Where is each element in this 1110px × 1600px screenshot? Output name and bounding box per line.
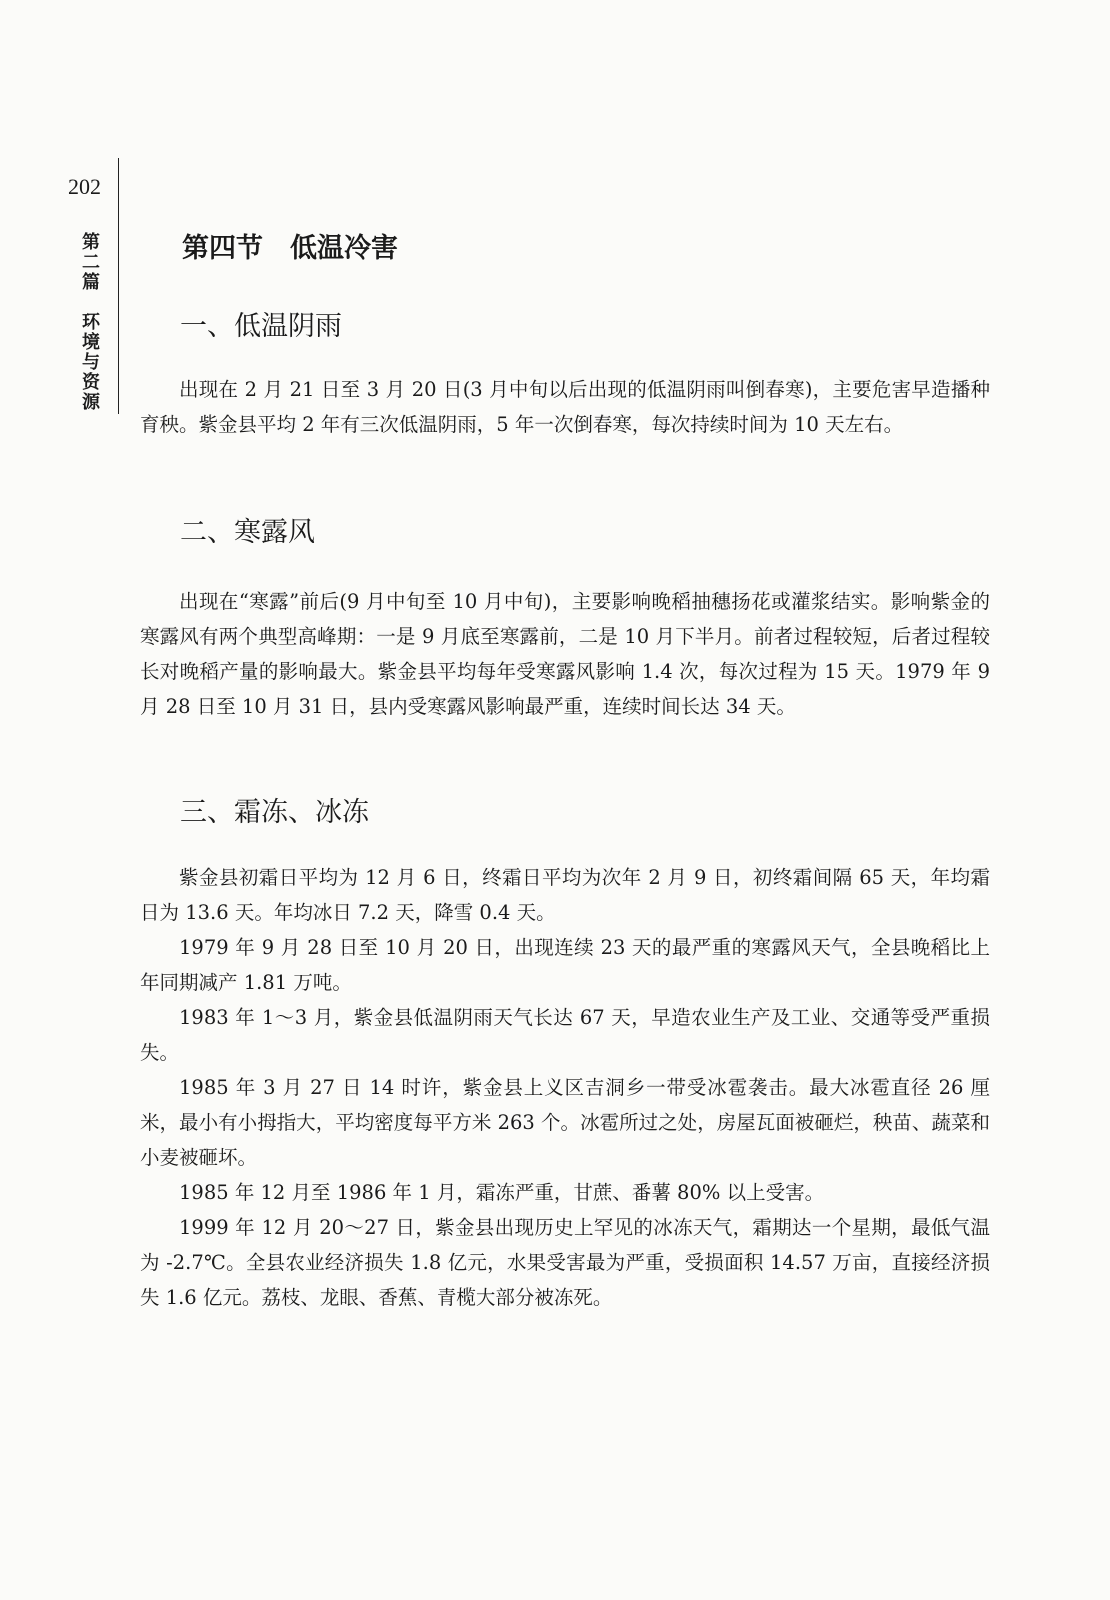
subsection-heading-frost-freeze: 三、霜冻、冰冻 — [180, 797, 369, 828]
paragraph: 1985 年 3 月 27 日 14 时许，紫金县上义区吉洞乡一带受冰雹袭击。最大冰雹直径 26 厘米，最小有小拇指大，平均密度每平方米 263 个。冰雹所过之处，房屋瓦面被砸烂，秧苗、蔬菜和小麦被砸坏。 — [140, 1076, 990, 1169]
subsection-body-cold-dew-wind — [140, 584, 990, 724]
paragraph: 紫金县初霜日平均为 12 月 6 日，终霜日平均为次年 2 月 9 日，初终霜间隔 65 天，年均霜日为 13.6 天。年均冰日 7.2 天，降雪 0.4 天。 — [140, 866, 990, 924]
subsection-body-frost-freeze — [140, 860, 990, 1315]
paragraph: 1999 年 12 月 20～27 日，紫金县出现历史上罕见的冰冻天气，霜期达一个星期，最低气温为 -2.7℃。全县农业经济损失 1.8 亿元，水果受害最为严重，受损面积 14.57 万亩，直接经济损失 1.6 亿元。荔枝、龙眼、香蕉、青榄大部分被冻死。 — [140, 1216, 990, 1309]
paragraph: 出现在“寒露”前后(9 月中旬至 10 月中旬)，主要影响晚稻抽穗扬花或灌浆结实。影响紫金的寒露风有两个典型高峰期：一是 9 月底至寒露前，二是 10 月下半月。前者过程较短，后者过程较长对晚稻产量的影响最大。紫金县平均每年受寒露风影响 1.4 次，每次过程为 15 天。1979 年 9 月 28 日至 10 月 31 日，县内受寒露风影响最严重，连续时间长达 34 天。 — [140, 590, 990, 718]
margin-divider — [118, 158, 119, 414]
section-title: 第四节 低温冷害 — [182, 233, 398, 264]
running-head: 第二篇 环境与资源 — [79, 232, 100, 412]
subsection-heading-low-temp-rain: 一、低温阴雨 — [180, 311, 342, 342]
paragraph: 1983 年 1～3 月，紫金县低温阴雨天气长达 67 天，早造农业生产及工业、交通等受严重损失。 — [140, 1006, 990, 1064]
page-number: 202 — [68, 174, 101, 199]
subsection-heading-cold-dew-wind: 二、寒露风 — [180, 517, 315, 548]
paragraph: 1979 年 9 月 28 日至 10 月 20 日，出现连续 23 天的最严重的寒露风天气，全县晚稻比上年同期减产 1.81 万吨。 — [140, 936, 990, 994]
paragraph: 出现在 2 月 21 日至 3 月 20 日(3 月中旬以后出现的低温阴雨叫倒春寒)，主要危害早造播种育秧。紫金县平均 2 年有三次低温阴雨，5 年一次倒春寒，每次持续时间为 10 天左右。 — [140, 378, 990, 436]
paragraph: 1985 年 12 月至 1986 年 1 月，霜冻严重，甘蔗、番薯 80% 以上受害。 — [179, 1181, 825, 1204]
subsection-body-low-temp-rain — [140, 372, 990, 442]
